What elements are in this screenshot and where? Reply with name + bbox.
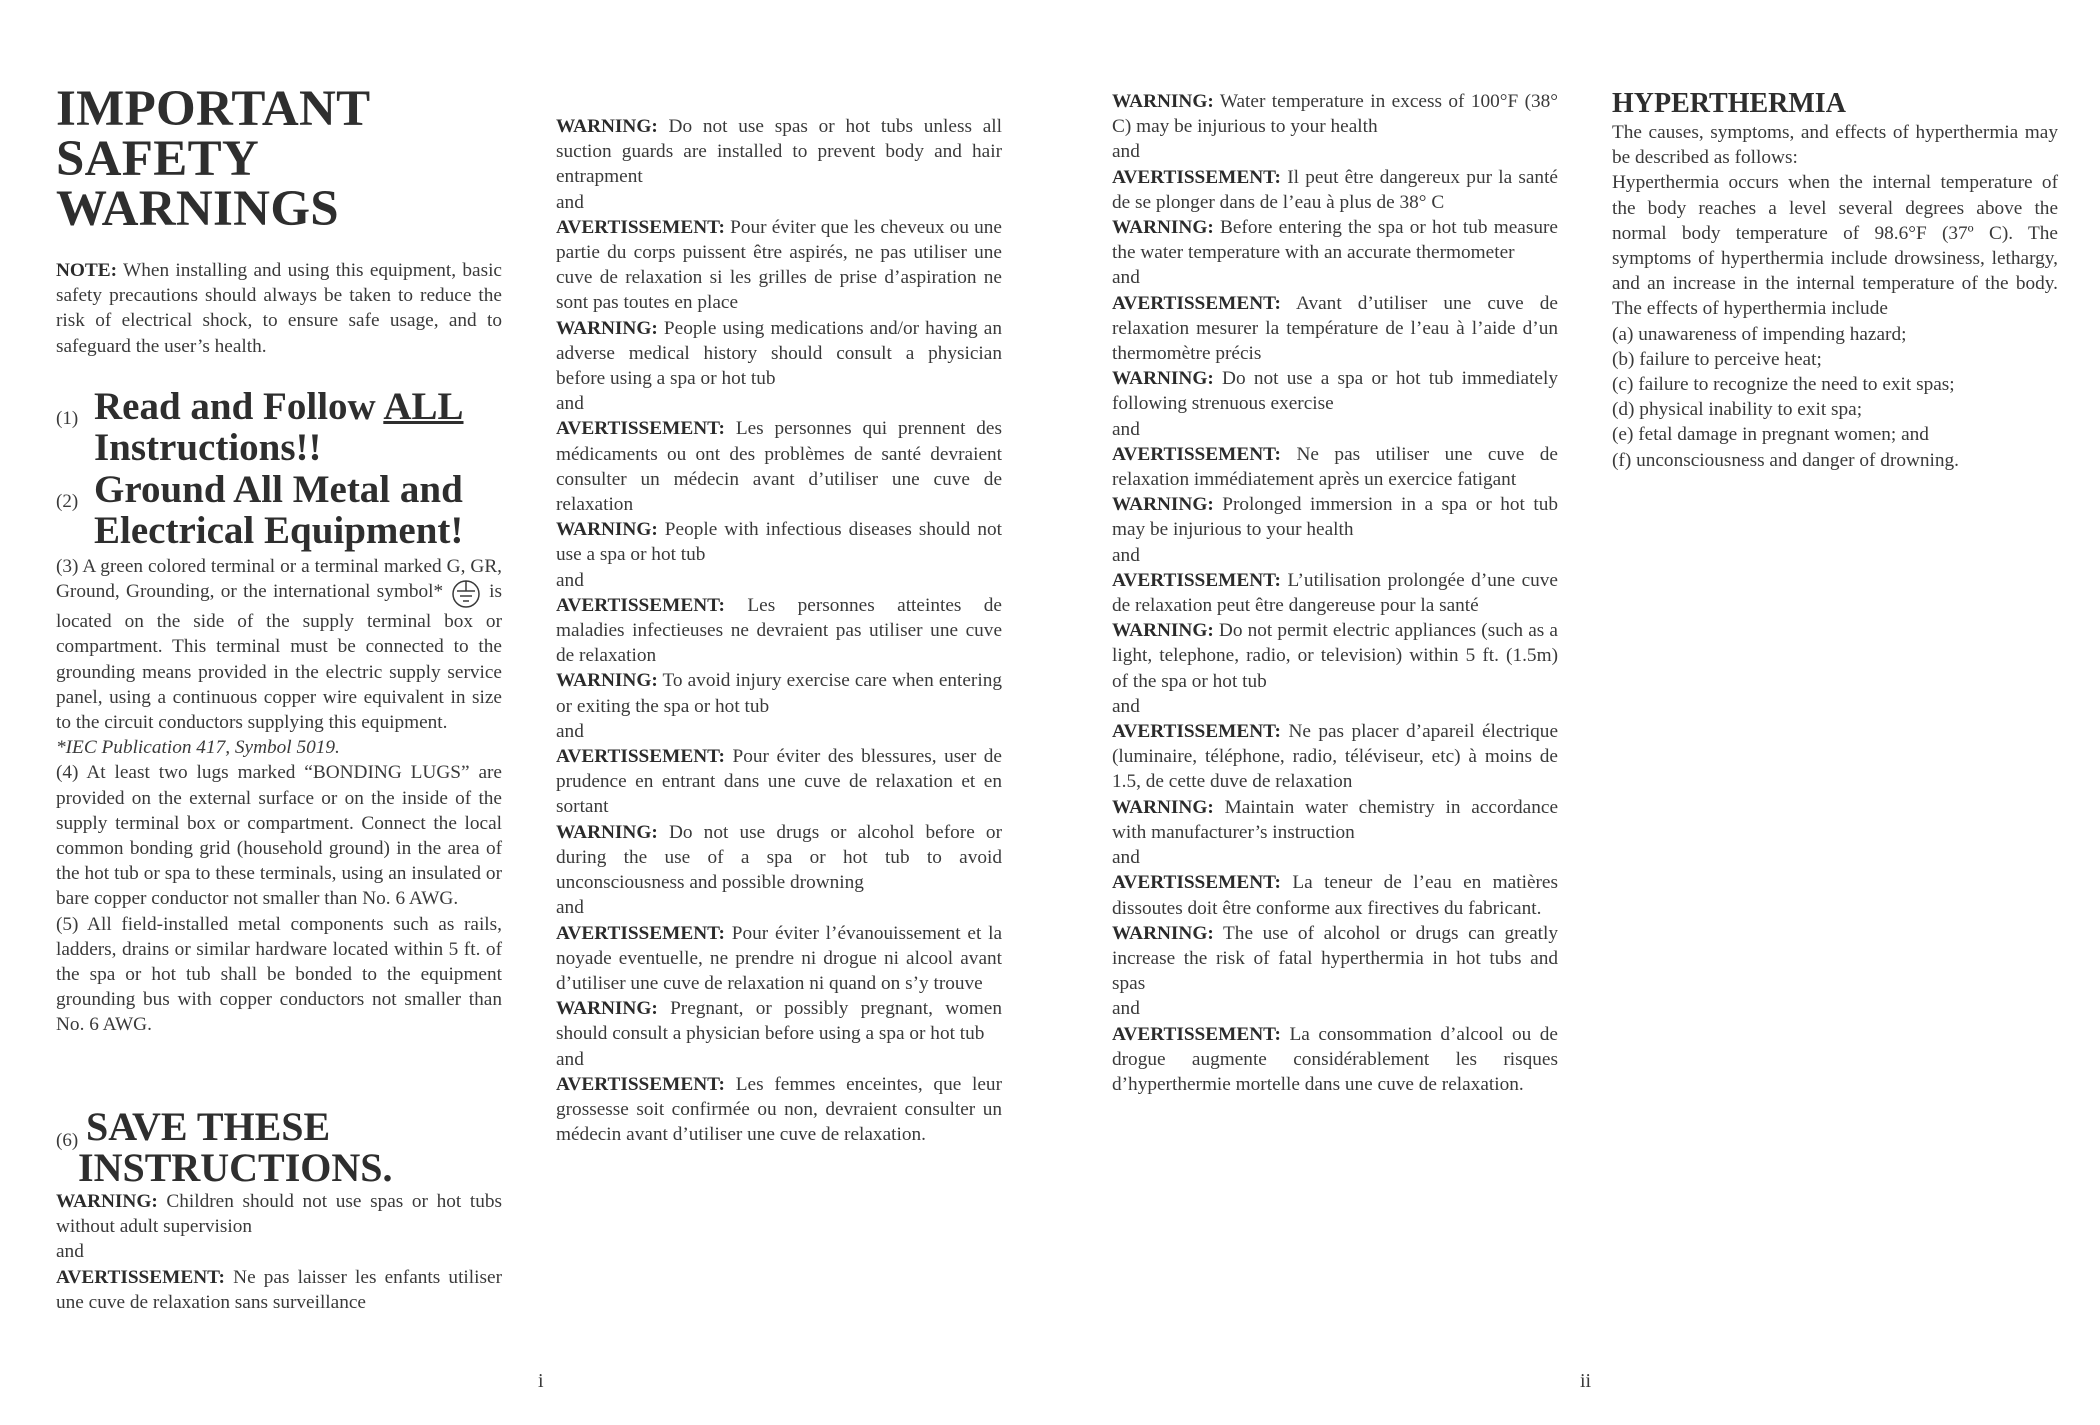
item-2-heading bbox=[56, 469, 526, 551]
warning-text-7: Water temperature in excess of 100°F (38° C) may be injurious to your health bbox=[1112, 91, 1558, 138]
warning-label: WARNING: bbox=[1112, 91, 1214, 112]
and-text: and bbox=[1112, 267, 1140, 289]
item-6-text-a: SAVE THESE bbox=[86, 1104, 331, 1149]
hyperthermia-section bbox=[1612, 88, 2058, 473]
warning-label: WARNING: bbox=[1112, 494, 1214, 516]
warning-text-3: People with infectious diseases should not use a spa or hot tub bbox=[556, 519, 1002, 566]
avertissement-label: AVERTISSEMENT: bbox=[1112, 872, 1281, 894]
avertissement-text-3: Les personnes atteintes de maladies infectieuses ne devraient pas utiliser une cuve de relaxation bbox=[556, 594, 1002, 667]
and-text: and bbox=[556, 897, 584, 919]
and-text: and bbox=[1112, 544, 1140, 566]
warning-label: WARNING: bbox=[556, 670, 658, 692]
warning-text-9: Do not use a spa or hot tub immediately following strenuous exercise bbox=[1112, 368, 1558, 415]
avertissement-label: AVERTISSEMENT: bbox=[1112, 721, 1281, 743]
avertissement-label: AVERTISSEMENT: bbox=[556, 922, 725, 944]
warning-text-13: The use of alcohol or drugs can greatly increase the risk of fatal hyperthermia in hot tubs and spas bbox=[1112, 922, 1558, 995]
warning-label: WARNING: bbox=[1112, 922, 1214, 944]
note-paragraph bbox=[56, 258, 502, 359]
iec-note: *IEC Publication 417, Symbol 5019. bbox=[56, 737, 340, 759]
item-3-text-b: is located on the side of the supply terminal box or compartment. This terminal must be connected to the grounding means provided in the electric supply service panel, using a continuous copper wire equivalent in size to the circuit conductors supplying this equipment. bbox=[56, 581, 502, 734]
page-number-i: i bbox=[538, 1370, 544, 1392]
avertissement-text-9: Ne pas utiliser une cuve de relaxation immédiatement après un exercice fatigant bbox=[1112, 443, 1558, 491]
avertissement-label: AVERTISSEMENT: bbox=[1112, 1023, 1281, 1045]
warning-text-12: Maintain water chemistry in accordance with manufacturer’s instruction bbox=[1112, 796, 1559, 843]
avertissement-text-13: La consommation d’alcool ou de drogue augmente considérablement les risques d’hyperthermie mortelle dans une cuve de relaxation. bbox=[1112, 1023, 1558, 1095]
effect-item: (b) failure to perceive heat; bbox=[1612, 348, 1822, 370]
avertissement-text-0: Ne pas laisser les enfants utiliser une cuve de relaxation sans surveillance bbox=[56, 1266, 502, 1313]
note-text: When installing and using this equipment, basic safety precautions should always be taken to reduce the risk of electrical shock, to ensure safe usage, and to safeguard the user’s health. bbox=[56, 260, 502, 357]
item-3-text-a: (3) A green colored terminal or a terminal marked G, GR, Ground, Grounding, or the international symbol* bbox=[56, 556, 502, 603]
avertissement-label: AVERTISSEMENT: bbox=[556, 594, 725, 616]
warnings-column-3 bbox=[1112, 89, 1558, 1097]
item-5-paragraph: (5) All field-installed metal components such as rails, ladders, drains or similar hardware located within 5 ft. of the spa or hot tub shall be bonded to the equipment grounding bus with copper conductors not smaller than No. 6 AWG. bbox=[56, 913, 502, 1036]
and-text: and bbox=[556, 569, 584, 591]
item-6-text-b: INSTRUCTIONS. bbox=[78, 1145, 393, 1190]
avertissement-text-11: Ne pas placer d’apareil électrique (luminaire, téléphone, radio, téléviseur, etc) à moins de 1.5, de cette duve de relaxation bbox=[1112, 721, 1558, 793]
effect-item: (d) physical inability to exit spa; bbox=[1612, 399, 1863, 421]
page-number-ii: ii bbox=[1580, 1370, 1592, 1392]
avertissement-label: AVERTISSEMENT: bbox=[1112, 166, 1281, 188]
item-3-paragraph bbox=[56, 554, 502, 1038]
and-text: and bbox=[1112, 141, 1140, 163]
avertissement-text-1: Pour éviter que les cheveux ou une partie du corps puissent être aspirés, ne pas utiliser une cuve de relaxation si les grilles de prise d’aspiration ne sont pas toutes en place bbox=[556, 216, 1002, 314]
and-text: and bbox=[556, 1048, 584, 1070]
title-line-2: SAFETY bbox=[56, 131, 260, 187]
ground-symbol-icon bbox=[451, 579, 481, 609]
warning-block-0 bbox=[56, 1189, 502, 1315]
warning-label: WARNING: bbox=[1112, 620, 1214, 642]
page-title bbox=[56, 81, 371, 237]
item-1-text-all: ALL bbox=[383, 385, 464, 428]
avertissement-label: AVERTISSEMENT: bbox=[556, 746, 725, 768]
and-text: and bbox=[556, 393, 584, 415]
item-1-heading bbox=[56, 386, 526, 468]
warning-text-11: Do not permit electric appliances (such as a light, telephone, radio, or television) within 5 ft. (1.5m) of the spa or hot tub bbox=[1112, 620, 1558, 692]
item-2-number: (2) bbox=[56, 491, 79, 512]
item-2-text-b: Electrical Equipment! bbox=[94, 509, 464, 552]
and-text: and bbox=[1112, 847, 1140, 869]
effect-item: (e) fetal damage in pregnant women; and bbox=[1612, 424, 1929, 446]
warning-text-10: Prolonged immersion in a spa or hot tub may be injurious to your health bbox=[1112, 494, 1558, 541]
warning-text-5: Do not use drugs or alcohol before or during the use of a spa or hot tub to avoid unconsciousness and possible drowning bbox=[556, 821, 1002, 894]
hyperthermia-heading: HYPERTHERMIA bbox=[1612, 88, 1846, 119]
warnings-column-2 bbox=[556, 114, 1002, 1147]
and-text: and bbox=[556, 720, 584, 742]
item-1-text-a: Read and Follow bbox=[94, 385, 384, 428]
warning-label: WARNING: bbox=[1112, 368, 1214, 390]
avertissement-text-7: Il peut être dangereux pur la santé de se plonger dans de l’eau à plus de 38° C bbox=[1112, 166, 1558, 213]
and-text: and bbox=[556, 191, 584, 213]
item-2-text-a: Ground All Metal and bbox=[94, 468, 463, 511]
avertissement-label: AVERTISSEMENT: bbox=[1112, 292, 1281, 314]
and-text: and bbox=[1112, 418, 1140, 440]
avertissement-label: AVERTISSEMENT: bbox=[556, 216, 725, 238]
warning-label: WARNING: bbox=[556, 998, 658, 1020]
warning-text-1: Do not use spas or hot tubs unless all suction guards are installed to prevent body and hair entrapment bbox=[556, 116, 1002, 188]
item-6-heading bbox=[56, 1106, 526, 1188]
warning-text-6: Pregnant, or possibly pregnant, women should consult a physician before using a spa or hot tub bbox=[556, 998, 1002, 1045]
warning-label: WARNING: bbox=[1112, 796, 1214, 818]
warning-text-0: Children should not use spas or hot tubs without adult supervision bbox=[56, 1191, 502, 1238]
warning-label: WARNING: bbox=[56, 1191, 158, 1212]
and-text: and bbox=[1112, 998, 1140, 1020]
effect-item: (a) unawareness of impending hazard; bbox=[1612, 323, 1907, 345]
avertissement-text-8: Avant d’utiliser une cuve de relaxation mesurer la température de l’eau à l’aide d’un thermomètre précis bbox=[1112, 292, 1558, 365]
warning-label: WARNING: bbox=[556, 821, 658, 843]
title-line-3: WARNINGS bbox=[56, 181, 339, 237]
warning-label: WARNING: bbox=[1112, 217, 1214, 239]
avertissement-text-6: Les femmes enceintes, que leur grossesse soit confirmée ou non, devraient consulter un médecin avant d’utiliser une cuve de relaxation. bbox=[556, 1073, 1002, 1146]
and-text: and bbox=[56, 1241, 84, 1263]
item-1-number: (1) bbox=[56, 408, 79, 429]
hyperthermia-intro: The causes, symptoms, and effects of hyperthermia may be described as follows: bbox=[1612, 122, 2058, 169]
avertissement-label: AVERTISSEMENT: bbox=[556, 418, 725, 440]
avertissement-label: AVERTISSEMENT: bbox=[56, 1266, 225, 1288]
avertissement-text-5: Pour éviter l’évanouissement et la noyade eventuelle, ne prendre ni drogue ni alcool avant d’utiliser une cuve de relaxation ni quand on s’y trouve bbox=[556, 922, 1003, 994]
warning-label: WARNING: bbox=[556, 116, 658, 137]
item-4-paragraph: (4) At least two lugs marked “BONDING LUGS” are provided on the external surface or on the inside of the supply terminal box or compartment. Connect the local common bonding grid (household ground) in the area of the hot tub or spa to these terminals, using an insulated or bare copper conductor not smaller than No. 6 AWG. bbox=[56, 762, 502, 910]
avertissement-label: AVERTISSEMENT: bbox=[556, 1073, 725, 1095]
avertissement-text-4: Pour éviter des blessures, user de prudence en entrant dans une cuve de relaxation et en sortant bbox=[556, 746, 1002, 818]
note-label: NOTE: bbox=[56, 260, 118, 281]
warning-text-2: People using medications and/or having an adverse medical history should consult a physician before using a spa or hot tub bbox=[556, 317, 1002, 390]
avertissement-text-2: Les personnes qui prennent des médicaments ou ont des problèmes de santé devraient consulter un médecin avant d’utiliser une cuve de relaxation bbox=[556, 418, 1002, 516]
effect-item: (c) failure to recognize the need to exit spas; bbox=[1612, 374, 1955, 396]
warning-label: WARNING: bbox=[556, 519, 658, 541]
avertissement-label: AVERTISSEMENT: bbox=[1112, 569, 1281, 591]
hyperthermia-body: Hyperthermia occurs when the internal temperature of the body reaches a level several degrees above the normal body temperature of 98.6°F (37º C). The symptoms of hyperthermia include drowsiness, lethargy, and an increase in the internal temperature of the body. The effects of hyperthermia include bbox=[1612, 172, 2058, 320]
avertissement-text-12: La teneur de l’eau en matières dissoutes doit être conforme aux firectives du fabricant. bbox=[1112, 872, 1558, 919]
avertissement-text-10: L’utilisation prolongée d’une cuve de relaxation peut être dangereuse pour la santé bbox=[1112, 569, 1558, 617]
title-line-1: IMPORTANT bbox=[56, 81, 371, 137]
warning-text-4: To avoid injury exercise care when entering or exiting the spa or hot tub bbox=[556, 670, 1002, 717]
warning-label: WARNING: bbox=[556, 317, 658, 339]
avertissement-label: AVERTISSEMENT: bbox=[1112, 443, 1281, 465]
warning-text-8: Before entering the spa or hot tub measure the water temperature with an accurate thermometer bbox=[1112, 217, 1558, 264]
and-text: and bbox=[1112, 695, 1140, 717]
effect-item: (f) unconsciousness and danger of drowning. bbox=[1612, 449, 1959, 471]
item-1-text-c: Instructions!! bbox=[94, 426, 322, 469]
item-6-number: (6) bbox=[56, 1130, 79, 1151]
